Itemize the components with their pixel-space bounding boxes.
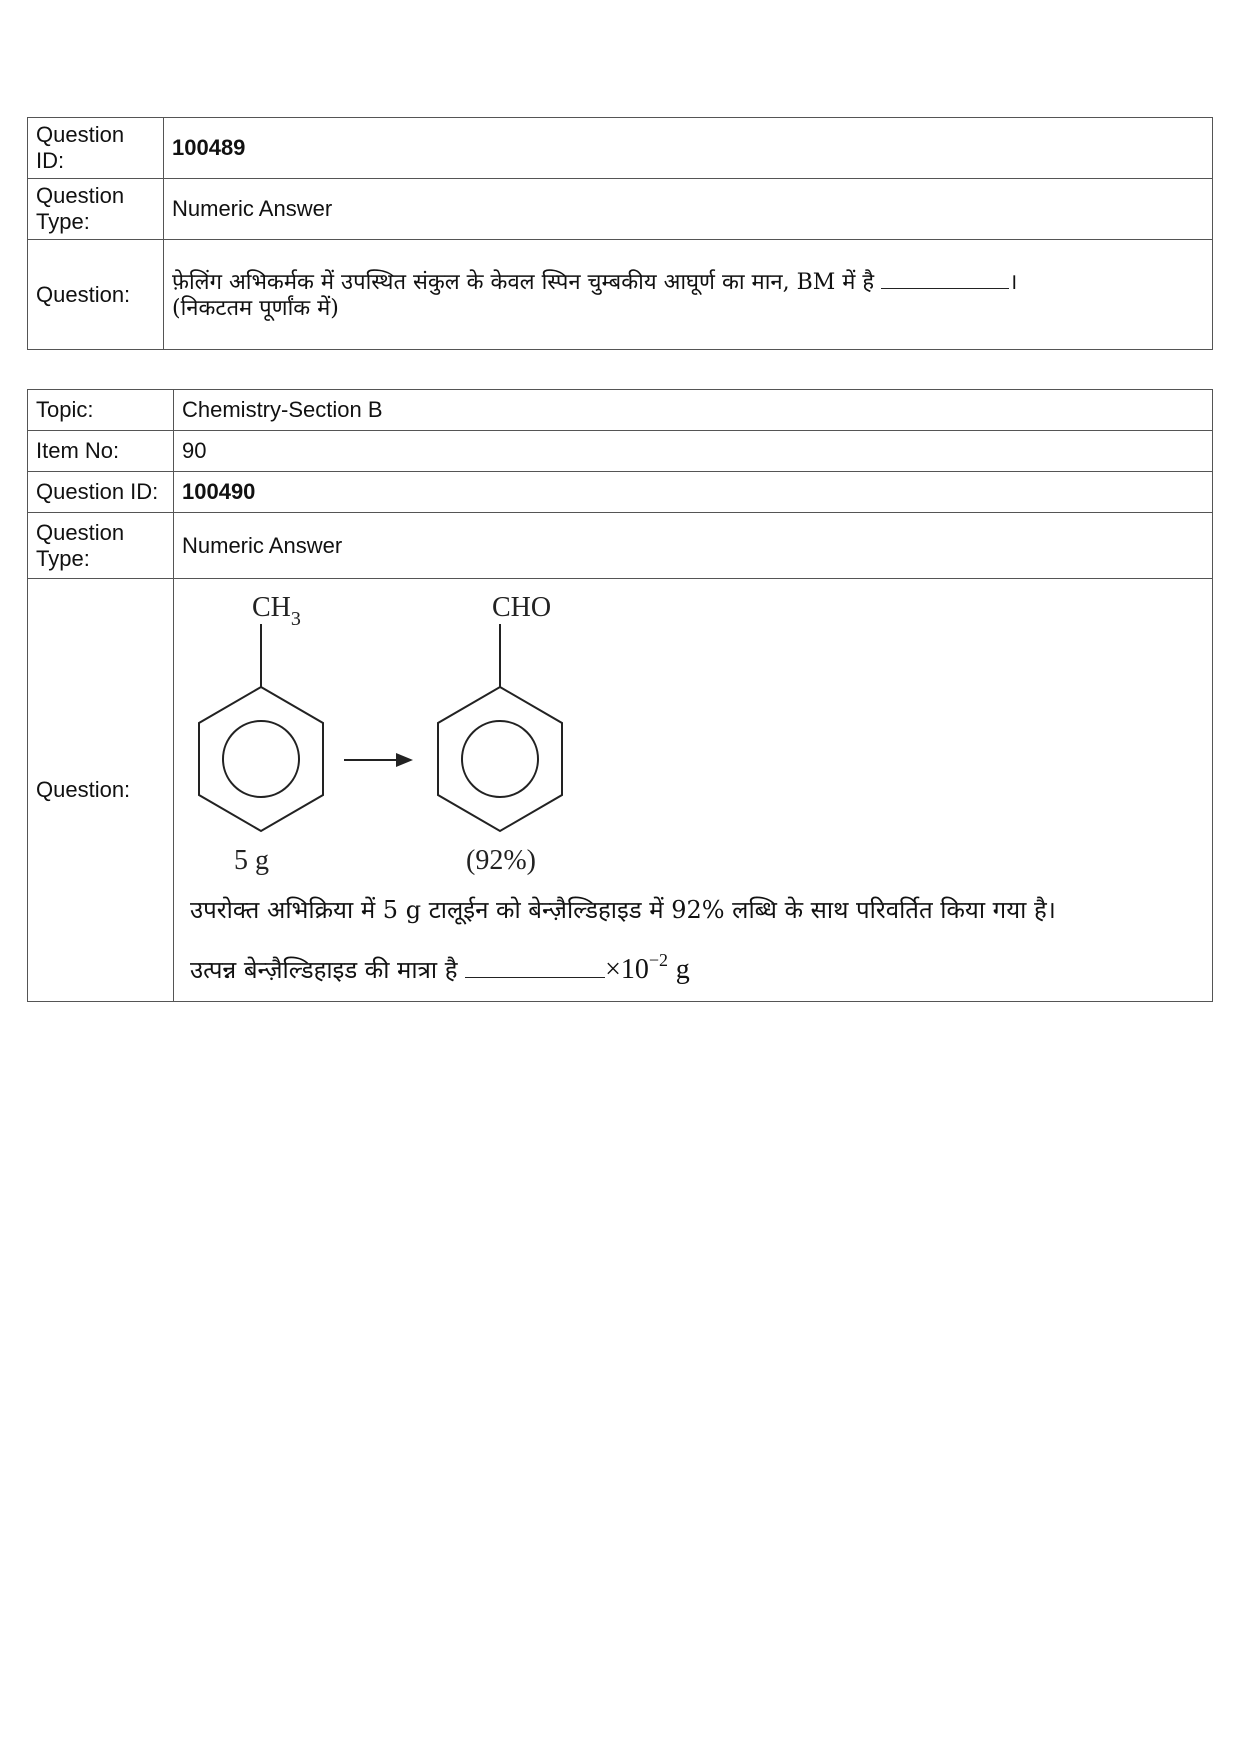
item-no-label: Item No: <box>28 431 174 472</box>
row-question-type <box>28 179 1213 240</box>
question-text-line1: उपरोक्त अभिक्रिया में 5 g टालूईन को बेन्ज़ैल्डिहाइड में 92% लब्धि के साथ परिवर्तित किया गया है। <box>190 896 1056 924</box>
reactant-aromatic-circle <box>223 721 299 797</box>
question-content <box>174 579 1213 1002</box>
item-no-value: 90 <box>174 431 1213 472</box>
question-text-line2-start: उत्पन्न बेन्ज़ैल्डिहाइड की मात्रा है <box>190 956 458 984</box>
reaction-arrow-head <box>396 753 413 767</box>
times-ten: ×10 <box>605 954 649 985</box>
reactant-ch3-label: $CH_3$ <box>252 592 301 630</box>
question-type-value: Numeric Answer <box>174 513 1213 579</box>
reactant-benzene-ring <box>199 687 323 831</box>
row-question-id <box>28 472 1213 513</box>
product-cho-label: CHO <box>492 592 552 623</box>
question-label: Question: <box>28 240 164 350</box>
row-question <box>28 240 1213 350</box>
question-type-label: Question Type: <box>28 179 164 240</box>
question-id-label: Question ID: <box>28 472 174 513</box>
question-table-100490 <box>27 389 1213 1002</box>
question-text-line2 <box>190 935 1212 995</box>
answer-blank <box>465 957 605 978</box>
row-topic <box>28 390 1213 431</box>
topic-value: Chemistry-Section B <box>174 390 1213 431</box>
answer-blank <box>881 268 1009 289</box>
toluene-to-benzaldehyde-reaction <box>182 579 742 889</box>
question-text <box>164 240 1213 350</box>
question-label: Question: <box>28 579 174 1002</box>
question-text-line2: (निकटतम पूर्णांक में) <box>172 295 339 321</box>
topic-label: Topic: <box>28 390 174 431</box>
unit-gram: g <box>675 954 690 985</box>
product-aromatic-circle <box>462 721 538 797</box>
question-text-danda: । <box>1009 269 1018 295</box>
product-benzene-ring <box>438 687 562 831</box>
exponent: −2 <box>648 950 669 970</box>
question-id-value: 100489 <box>164 118 1213 179</box>
question-type-value: Numeric Answer <box>164 179 1213 240</box>
question-id-label: Question ID: <box>28 118 164 179</box>
question-text <box>182 885 1212 995</box>
row-item-no <box>28 431 1213 472</box>
question-id-value: 100490 <box>174 472 1213 513</box>
reactant-mass-label: 5 g <box>234 845 269 876</box>
row-question <box>28 579 1213 1002</box>
row-question-type <box>28 513 1213 579</box>
question-table-100489 <box>27 117 1213 350</box>
question-text-line1: फ़ेलिंग अभिकर्मक में उपस्थित संकुल के केवल स्पिन चुम्बकीय आघूर्ण का मान, BM में है <box>172 269 875 295</box>
row-question-id <box>28 118 1213 179</box>
question-type-label: Question Type: <box>28 513 174 579</box>
product-yield-label: (92%) <box>466 845 536 876</box>
